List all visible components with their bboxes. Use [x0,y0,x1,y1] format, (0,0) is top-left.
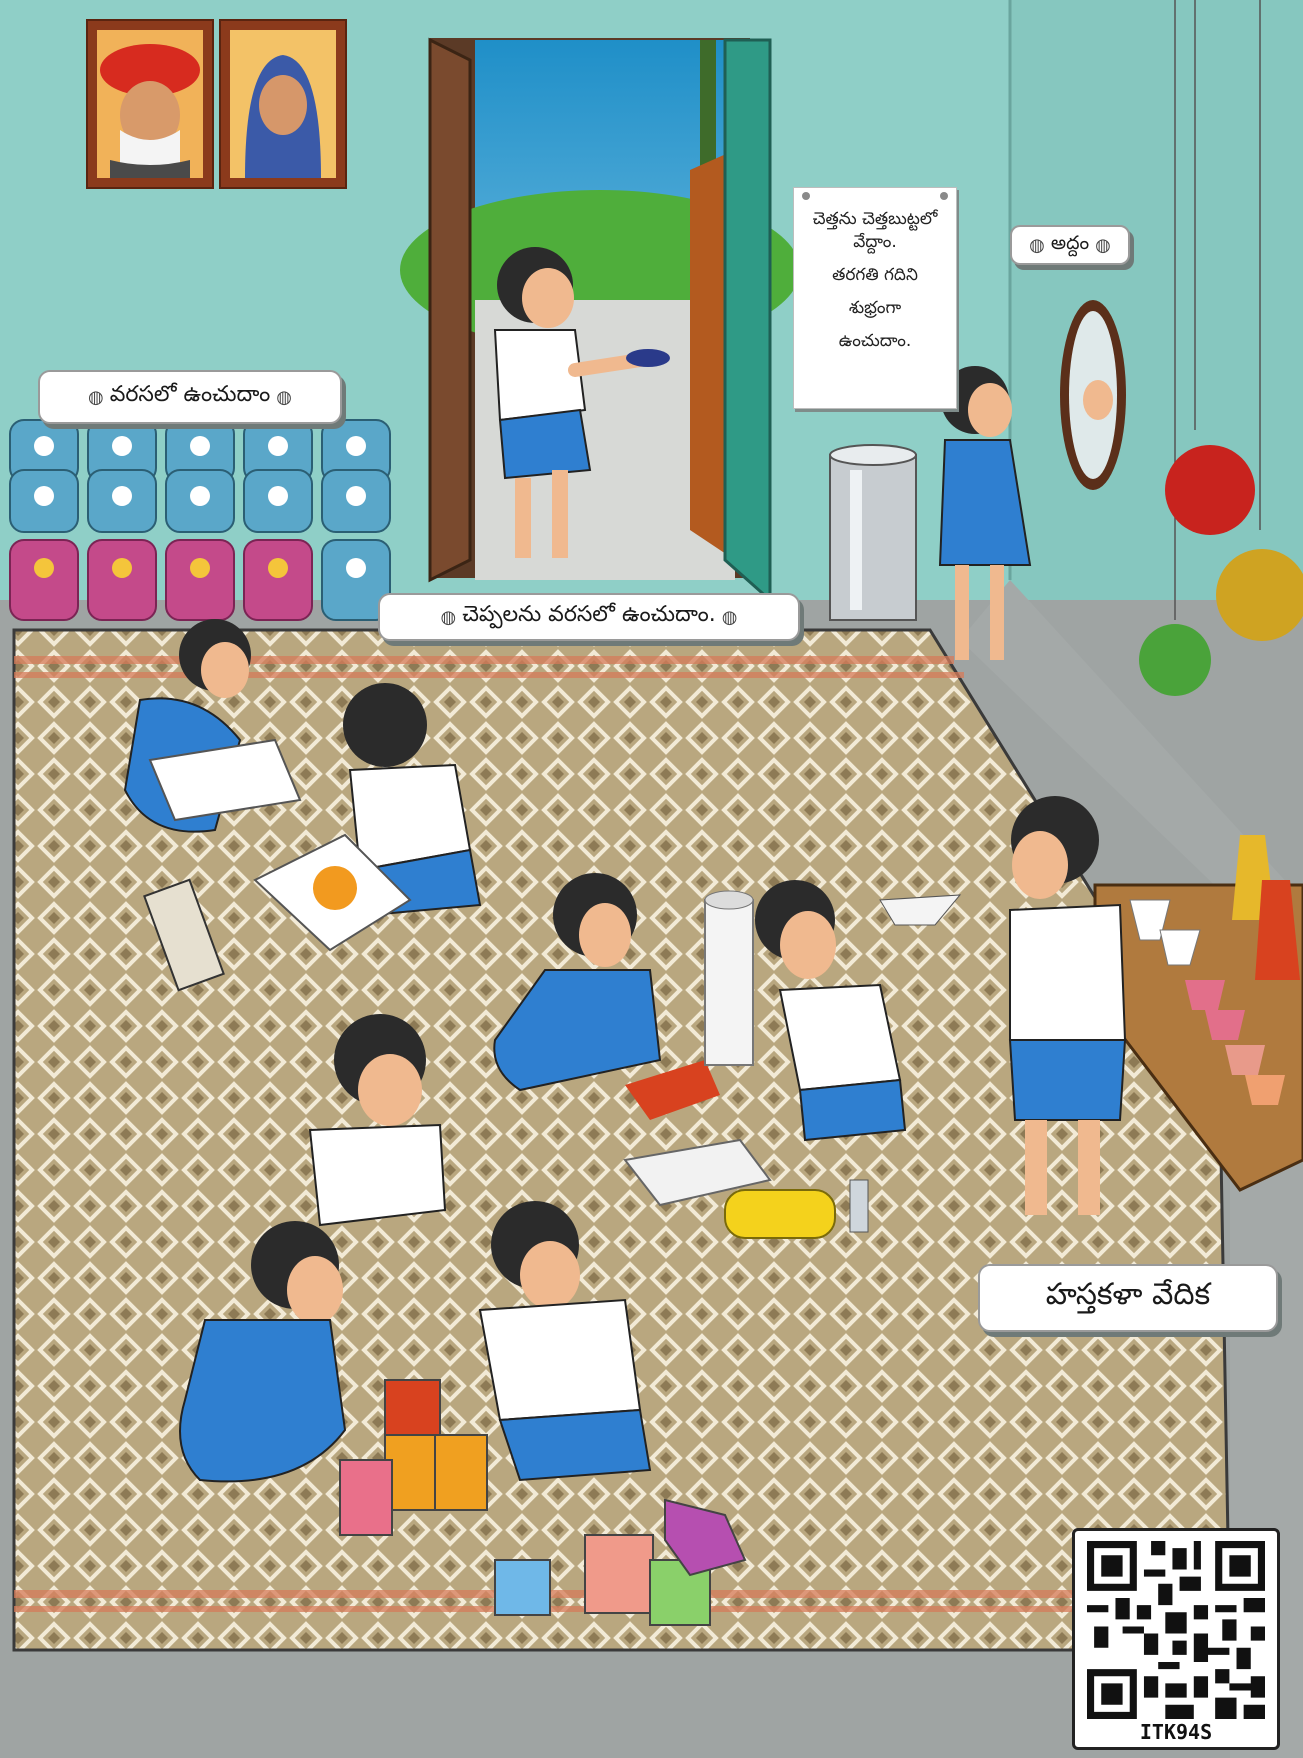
mat-stripe-top-2 [14,672,964,678]
bullet-icon: ◍ [440,606,457,628]
label-bags-text: వరసలో ఉంచుదాం [109,382,271,407]
bullet-icon: ◍ [87,386,104,408]
label-craft-corner [978,1264,1278,1332]
label-craft-corner-text: హస్తకళా వేదిక [1045,1277,1211,1312]
school-bags [10,420,390,620]
qr-code-icon [1087,1541,1265,1719]
qr-code-box[interactable] [1072,1528,1280,1750]
label-mirror-text: అద్దం [1050,231,1090,254]
label-shoes [378,593,800,641]
notice-line-1: చెత్తను చెత్తబుట్టలో [812,209,938,229]
pin-icon [940,192,948,200]
dustbin [830,445,916,620]
label-bags [38,370,342,424]
paper-roll-standing [705,891,753,1065]
bullet-icon: ◍ [721,606,738,628]
bullet-icon: ◍ [276,386,293,408]
doorway [400,38,800,600]
cleanliness-notice [793,187,957,409]
bullet-icon: ◍ [1095,234,1111,256]
pin-icon [802,192,810,200]
mirror [1060,300,1126,490]
qr-code-text: ITK94S [1139,1720,1213,1744]
portrait-man [87,20,213,188]
notice-line-3: తరగతి గదిని [832,264,918,285]
mat-stripe-top [14,656,954,664]
notice-line-5: ఉంచుదాం. [838,330,912,351]
bullet-icon: ◍ [1029,234,1045,256]
portrait-woman [220,20,346,188]
notice-line-4: శుభ్రంగా [848,297,902,318]
label-mirror [1010,225,1130,265]
label-shoes-text: చెప్పలను వరసలో ఉంచుదాం. [462,602,716,627]
notice-line-2: వేద్దాం. [853,231,897,252]
